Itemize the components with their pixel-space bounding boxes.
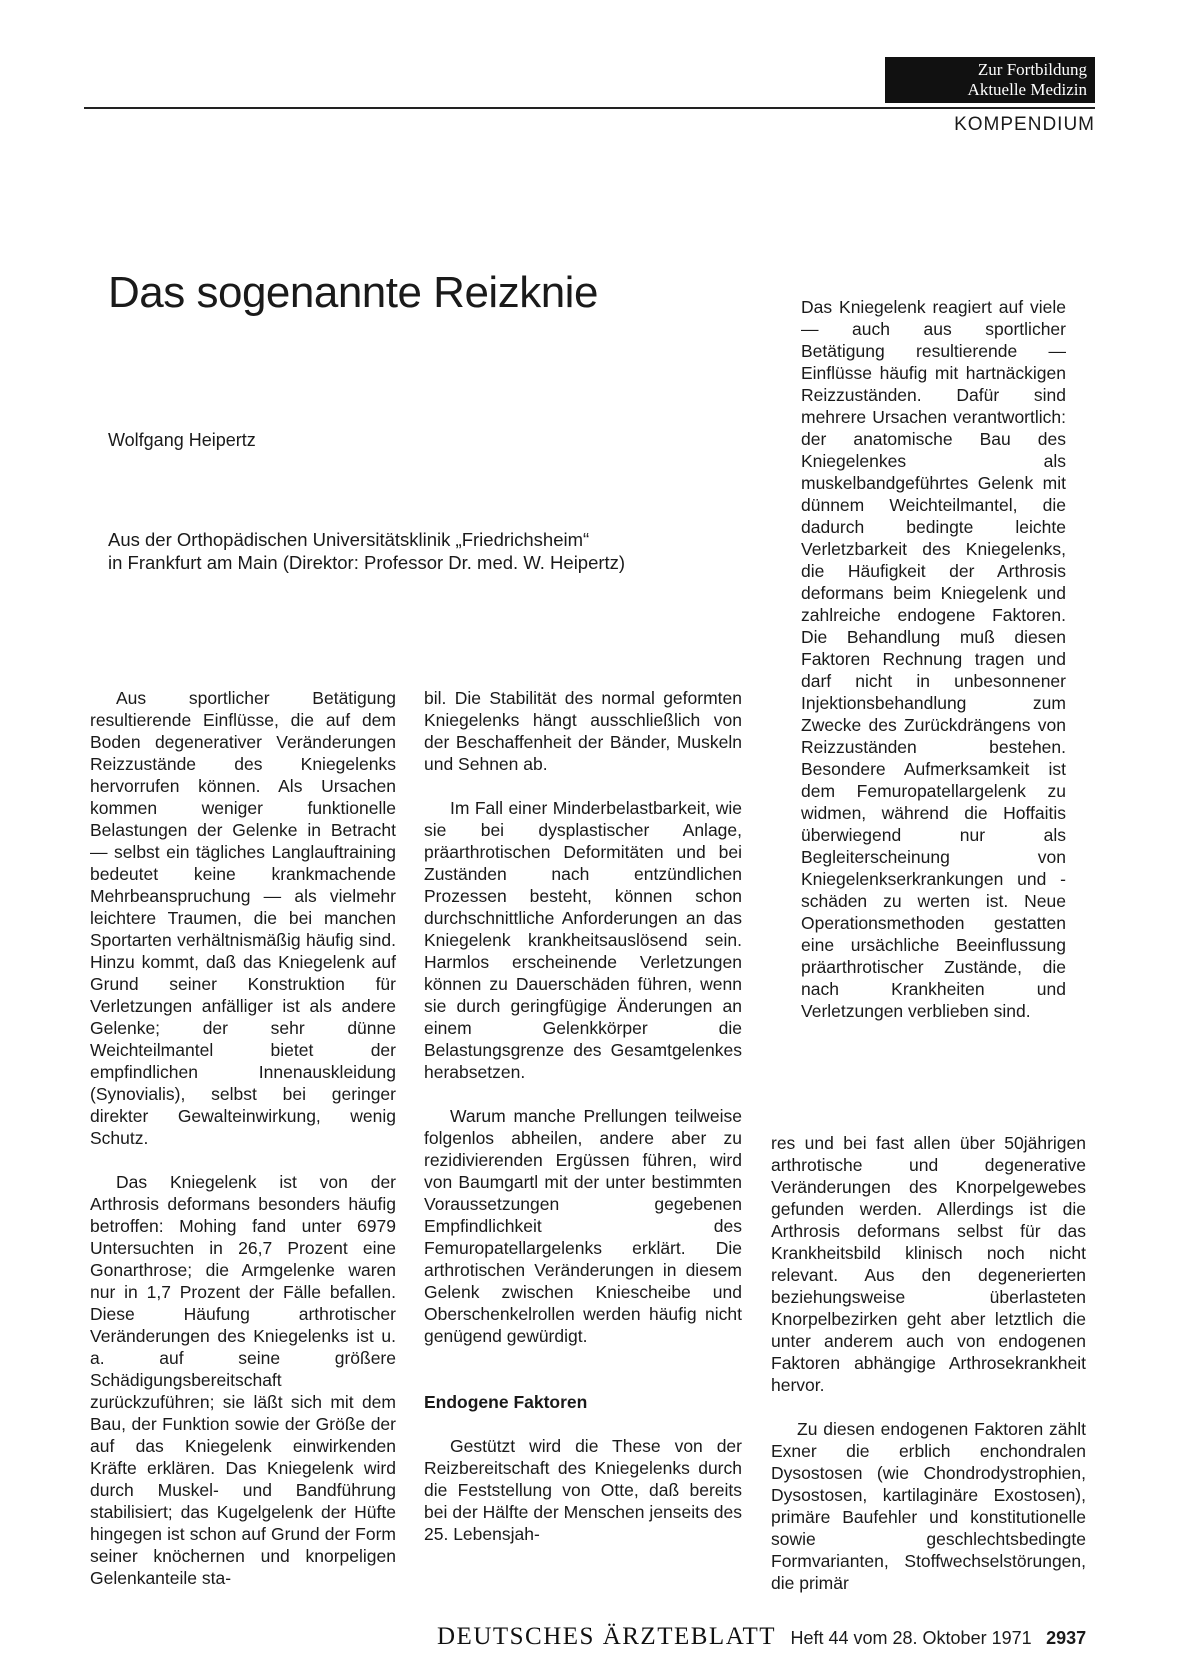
issue-info: Heft 44 vom 28. Oktober 1971: [790, 1628, 1032, 1648]
page-footer: [437, 1623, 1086, 1651]
paragraph: bil. Die Stabilität des normal geformten Kniegelenks hängt ausschließlich von der Beschaffenheit der Bänder, Muskeln und Sehnen ab.: [424, 688, 742, 774]
paragraph: Warum manche Prellungen teilweise folgenlos abheilen, andere aber zu rezidivierenden Ergüssen führen, wird von Baumgartl mit der unter bestimmten Voraussetzungen gegebenen Empfindlichkeit des Femuropatellargelenks erklärt. Die arthrotischen Veränderungen in diesem Gelenk zwischen Kniescheibe und Oberschenkelrollen werden häufig nicht genügend gewürdigt.: [424, 1106, 742, 1346]
paragraph: Zu diesen endogenen Faktoren zählt Exner die erblich enchondralen Dysostosen (wie Chondrodystrophien, Dysostosen, kartilaginäre Exostosen), primäre Baufehler und konstitutionelle sowie geschlechtsbedingte Formvarianten, Stoffwechselstörungen, die primär: [771, 1419, 1086, 1593]
paragraph: Gestützt wird die These von der Reizbereitschaft des Kniegelenks durch die Feststellung von Otte, daß bereits bei der Hälfte der Menschen jenseits des 25. Lebensjah-: [424, 1436, 742, 1544]
journal-name: DEUTSCHES ÄRZTEBLATT: [437, 1623, 777, 1650]
paragraph: Im Fall einer Minderbelastbarkeit, wie sie bei dysplastischer Anlage, präarthrotischen Deformitäten und bei Zuständen nach entzündlichen Prozessen besteht, können schon durchschnittliche Anforderungen an das Kniegelenk krankheitsauslösend sein. Harmlos erscheinende Verletzungen können zu Dauerschäden führen, wenn sie durch geringfügige Änderungen an einem Gelenkkörper die Belastungsgrenze des Gesamtgelenkes herabsetzen.: [424, 798, 742, 1082]
badge-line-1: Zur Fortbildung: [977, 60, 1087, 79]
article-affiliation: [108, 528, 625, 574]
paragraph: Aus sportlicher Betätigung resultierende Einflüsse, die auf dem Boden degenerativer Veränderungen Reizzustände des Kniegelenks hervorrufen können. Als Ursachen kommen weniger funktionelle Belastungen der Gelenke in Betracht — selbst ein tägliches Langlauftraining bedeutet keine krankmachende Mehrbeanspruchung — als vielmehr leichtere Traumen, die bei manchen Sportarten verhältnismäßig häufig sind. Hinzu kommt, daß das Kniegelenk auf Grund seiner Konstruktion für Verletzungen anfälliger ist als andere Gelenke; der sehr dünne Weichteilmantel bietet der empfindlichen Innenauskleidung (Synovialis), selbst bei geringer direkter Gewalteinwirkung, wenig Schutz.: [90, 688, 396, 1148]
header-rule: [84, 107, 1095, 109]
affiliation-line-2: in Frankfurt am Main (Direktor: Professor Dr. med. W. Heipertz): [108, 552, 626, 573]
paragraph: Das Kniegelenk ist von der Arthrosis deformans besonders häufig betroffen: Mohing fand unter 6979 Untersuchten in 26,7 Prozent eine Gonarthrose; die Armgelenke waren nur in 1,7 Prozent der Fälle befallen. Diese Häufung arthrotischer Veränderungen des Kniegelenks ist u. a. auf seine größere Schädigungsbereitschaft zurückzuführen; sie läßt sich mit dem Bau, der Funktion sowie der Größe der auf das Kniegelenk einwirkenden Kräfte erklären. Das Kniegelenk wird durch Muskel- und Bandführung stabilisiert; das Kugelgelenk der Hüfte hingegen ist schon auf Grund der Form seiner knöchernen und knorpeligen Gelenkanteile sta-: [90, 1172, 396, 1588]
section-badge: [885, 57, 1095, 103]
affiliation-line-1: Aus der Orthopädischen Universitätsklinik „Friedrichsheim“: [108, 529, 590, 550]
article-abstract: Das Kniegelenk reagiert auf viele — auch aus sportlicher Betätigung resultierende — Einflüsse häufig mit hartnäckigen Reizzuständen. Dafür sind mehrere Ursachen verantwortlich: der anatomische Bau des Kniegelenkes als muskelbandgeführtes Gelenk mit dünnem Weichteilmantel, die dadurch bedingte leichte Verletzbarkeit des Kniegelenks, die Häufigkeit der Arthrosis deformans beim Kniegelenk und zahlreiche endogene Faktoren. Die Behandlung muß diesen Faktoren Rechnung tragen und darf nicht in unbesonnener Injektionsbehandlung zum Zwecke des Zurückdrängens von Reizzuständen bestehen. Besondere Aufmerksamkeit ist dem Femuropatellargelenk zu widmen, während die Hoffaitis überwiegend nur als Begleiterscheinung von Kniegelenkserkrankungen und -schäden zu werten ist. Neue Operationsmethoden gestatten eine ursächliche Beeinflussung präarthrotischer Zustände, die nach Krankheiten und Verletzungen verblieben sind.: [801, 297, 1066, 1021]
text-column-2: [424, 687, 742, 1545]
text-column-1: [90, 687, 396, 1589]
text-column-3: [771, 1132, 1086, 1594]
badge-line-2: Aktuelle Medizin: [967, 80, 1087, 99]
article-title: Das sogenannte Reizknie: [108, 268, 598, 317]
page-number: 2937: [1046, 1628, 1087, 1648]
paragraph: res und bei fast allen über 50jährigen arthrotische und degenerative Veränderungen des Knorpelgewebes gefunden werden. Allerdings ist die Arthrosis deformans selbst für das Krankheitsbild klinisch noch nicht relevant. Aus den degenerierten beziehungsweise überlasteten Knorpelbezirken geht aber letztlich die unter anderem auch von endogenen Faktoren abhängige Arthrosekrankheit hervor.: [771, 1133, 1086, 1395]
article-author: Wolfgang Heipertz: [108, 430, 256, 450]
section-label: KOMPENDIUM: [954, 114, 1095, 135]
section-heading: Endogene Faktoren: [424, 1392, 588, 1412]
